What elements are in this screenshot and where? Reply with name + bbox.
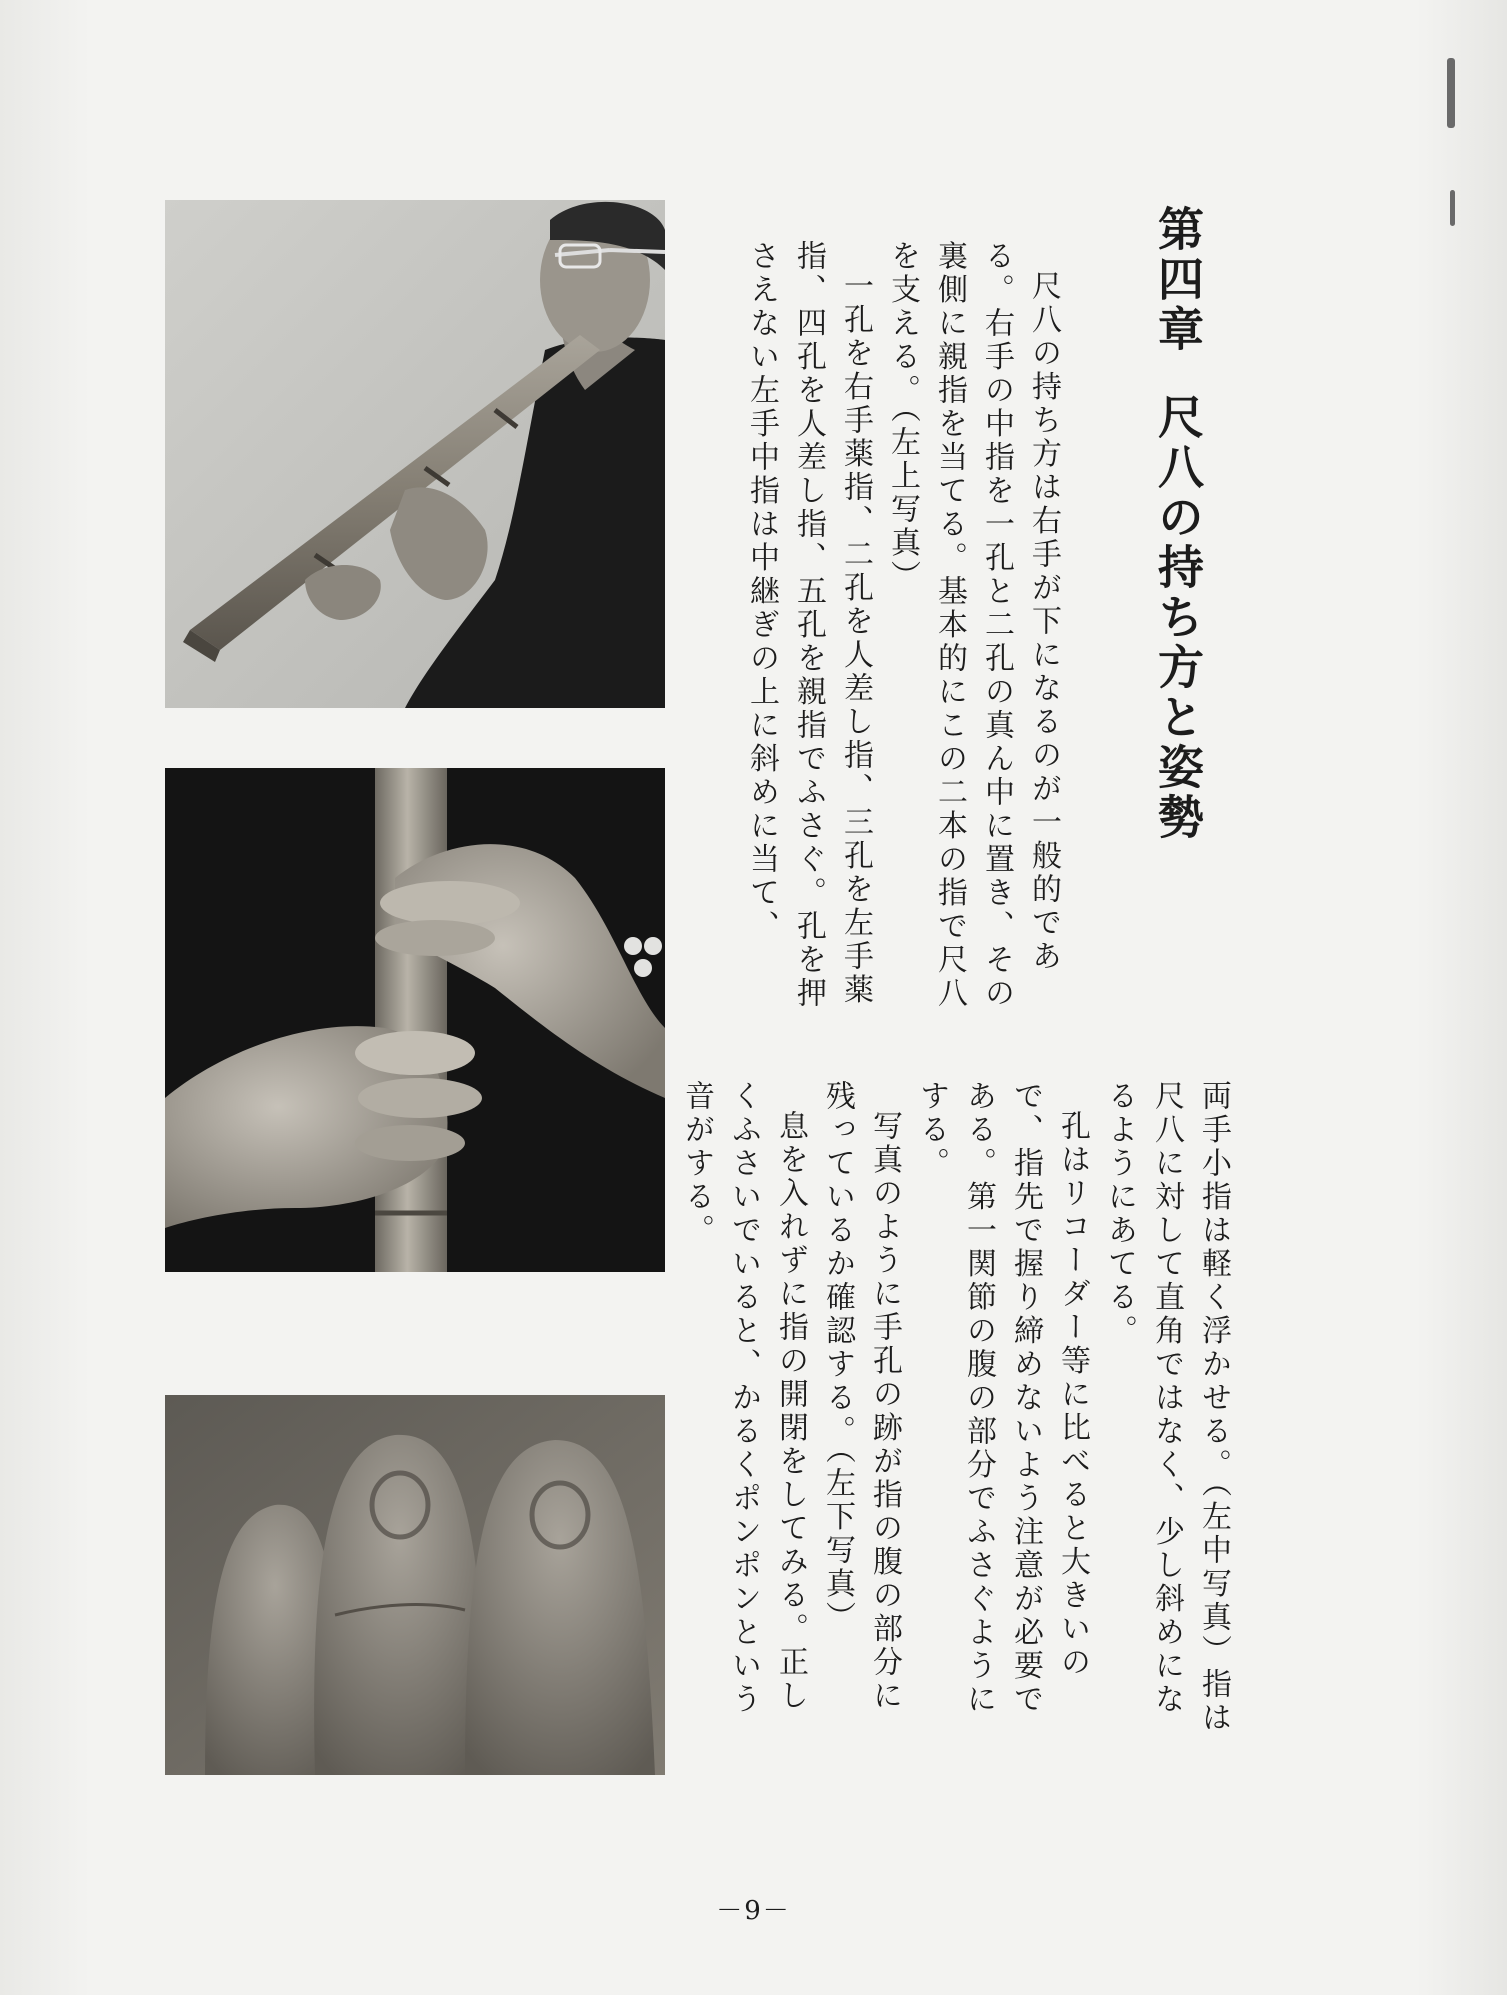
paragraph: 両手小指は軽く浮かせる。（左中写真）指は尺八に対して直角ではなく、少し斜めになるようにあてる。 [1102,1080,1231,1735]
paragraph: 尺八の持ち方は右手が下になるのが一般的である。右手の中指を一孔と二孔の真ん中に置き、その裏側に親指を当てる。基本的にこの二本の指で尺八を支える。（左上写真） [885,240,1061,1011]
upper-text-block [738,240,1067,1030]
paragraph: 一孔を右手薬指、二孔を人差し指、三孔を左手薬指、四孔を人差し指、五孔を親指でふさぐ。孔を押さえない左手中指は中継ぎの上に斜めに当て、 [744,240,873,1011]
chapter-title [1147,205,1207,865]
paragraph: 写真のように手孔の跡が指の腹の部分に残っているか確認する。（左下写真） [820,1080,902,1713]
chapter-number: 第四章 [1151,205,1205,355]
scan-artifact-mark [1450,190,1455,226]
paragraph: 息を入れずに指の開閉をしてみる。正しくふさいでいると、かるくポンポンという音がする。 [679,1080,808,1717]
photo-finger-placement [165,768,665,1272]
scan-artifact-mark [1447,58,1455,128]
photo-fingertip-marks [165,1395,665,1775]
page-number: －9－ [716,1896,791,1926]
paragraph: 孔はリコーダー等に比べると大きいので、指先で握り締めないよう注意が必要である。第一関節の腹の部分でふさぐようにする。 [914,1080,1090,1717]
photo-holding-shakuhachi [165,200,665,708]
chapter-name: 尺八の持ち方と姿勢 [1151,393,1205,843]
lower-text-block [673,1080,1237,1740]
